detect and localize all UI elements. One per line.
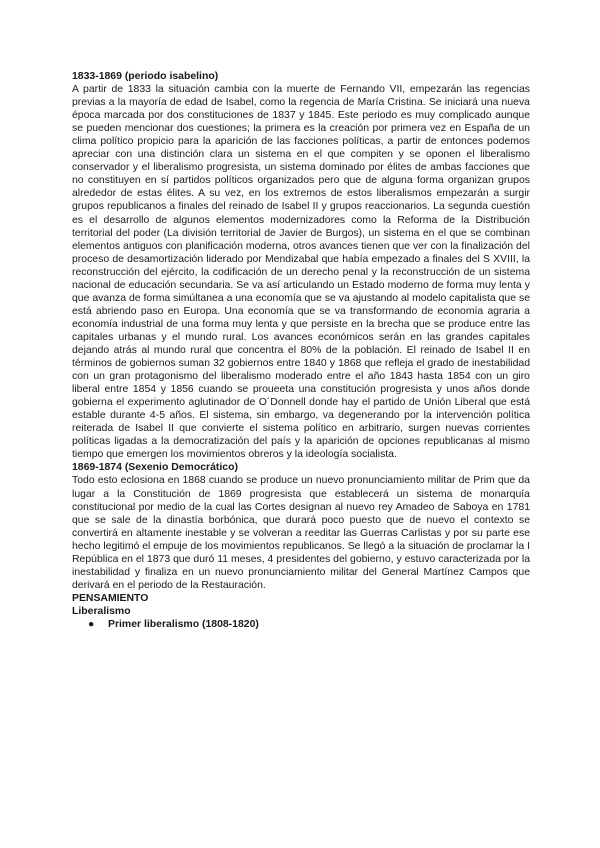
paragraph-periodo-isabelino: A partir de 1833 la situación cambia con la muerte de Fernando VII, empezarán las regencias previas a la mayoría de edad de Isabel, como la regencia de María Cristina. Se iniciará una nueva época marcada por dos constituciones de 1837 y 1845. Este periodo es muy complicado aunque se pueden mencionar dos cuestiones; la primera es la creación por primera vez en España de un clima político propicio para la aparición de las facciones políticas, a partir de entonces podemos apreciar con una distinción clara un sistema en el que compiten y se oponen el liberalismo conservador y el liberalismo progresista, un sistema dominado por élites de ambas facciones que no constituyen en sí partidos políticos organizados pero que de alguna forma organizan grupos alrededor de estas élites. A su vez, en los extremos de estos liberalismos empezarán a surgir grupos republicanos a finales del reinado de Isabel II y grupos reaccionarios. La segunda cuestión es el desarrollo de algunos elementos modernizadores como la Reforma de la Distribución territorial del poder (La división territorial de Javier de Burgos), un sistema en el que se combinan elementos antiguos con planificación moderna, otros avances tienen que ver con la finalización del proceso de desamortización liderado por Mendizabal que había empezado a finales del S XVIII, la reconstrucción del ejército, la codificación de un derecho penal y la reconstrucción de un sistema nacional de educación secundaria. Se va así articulando un Estado moderno de forma muy lenta y que avanza de forma simúltanea a una economía que se va ajustando al modelo capitalista que se está abriendo paso en Europa. Una economía que se va transformando de economía agraria a economía industrial de una forma muy lenta y que persiste en la brecha que se produce entre las capitales urbanas y el mundo rural. Los avances económicos serán en las grandes capitales dejando atrás al mundo rural que concentra el 80% de la población. El reinado de Isabel II en términos de gobiernos suman 32 gobiernos entre 1840 y 1868 que refleja el grado de inestabilidad con un gran protagonismo del liberalismo moderado entre el año 1843 hasta 1854 con un giro liberal entre 1854 y 1856 cuando se proueeta una constitución progresista y unos años donde gobierna el experimento aglutinador de O´Donnell donde hay el partido de Unión Liberal que está estable durante 4-5 años. El sistema, sin embargo, va degenerando por la intervención política reiterada de Isabel II que convierte el sistema político en arbitrario, surgen nuevas corrientes políticas ligadas a la democratización del país y la aparición de opciones republicanas al mismo tiempo que emergen los movimientos obreros y la ideología socialista.: [72, 84, 530, 461]
section-heading-pensamiento: PENSAMIENTO: [72, 592, 149, 604]
paragraph-sexenio-democratico: Todo esto eclosiona en 1868 cuando se produce un nuevo pronunciamiento militar de Prim que da lugar a la Constitución de 1869 progresista que establecerá un sistema de monarquía constitucional por medio de la cual las Cortes designan al nuevo rey Amadeo de Saboya en 1781 que se sale de la dinastía borbónica, que durará poco puesto que de nuevo el contexto se convertirá en altamente inestable y se volveran a reeditar las Guerras Carlistas y por su parte ese hecho legitimó el empuje de los movimientos republicanos. Se llegó a la situación de proclamar la I República en el 1873 que duró 11 meses, 4 presidentes del gobierno, y estuvo caracterizada por la inestabilidad y finaliza en un nuevo pronunciamiento militar del General Martínez Campos que derivará en el periodo de la Restauración.: [72, 475, 530, 591]
list-item: [72, 618, 530, 631]
bullet-list: [72, 618, 530, 631]
bullet-dot-icon: ●: [88, 618, 95, 630]
section-heading-sexenio-democratico: 1869-1874 (Sexenio Democrático): [72, 462, 238, 474]
section-heading-periodo-isabelino: 1833-1869 (periodo isabelino): [72, 71, 219, 82]
document-page: [72, 70, 530, 631]
list-item-text: Primer liberalismo (1808-1820): [108, 618, 259, 630]
subheading-liberalismo: Liberalismo: [72, 605, 131, 617]
